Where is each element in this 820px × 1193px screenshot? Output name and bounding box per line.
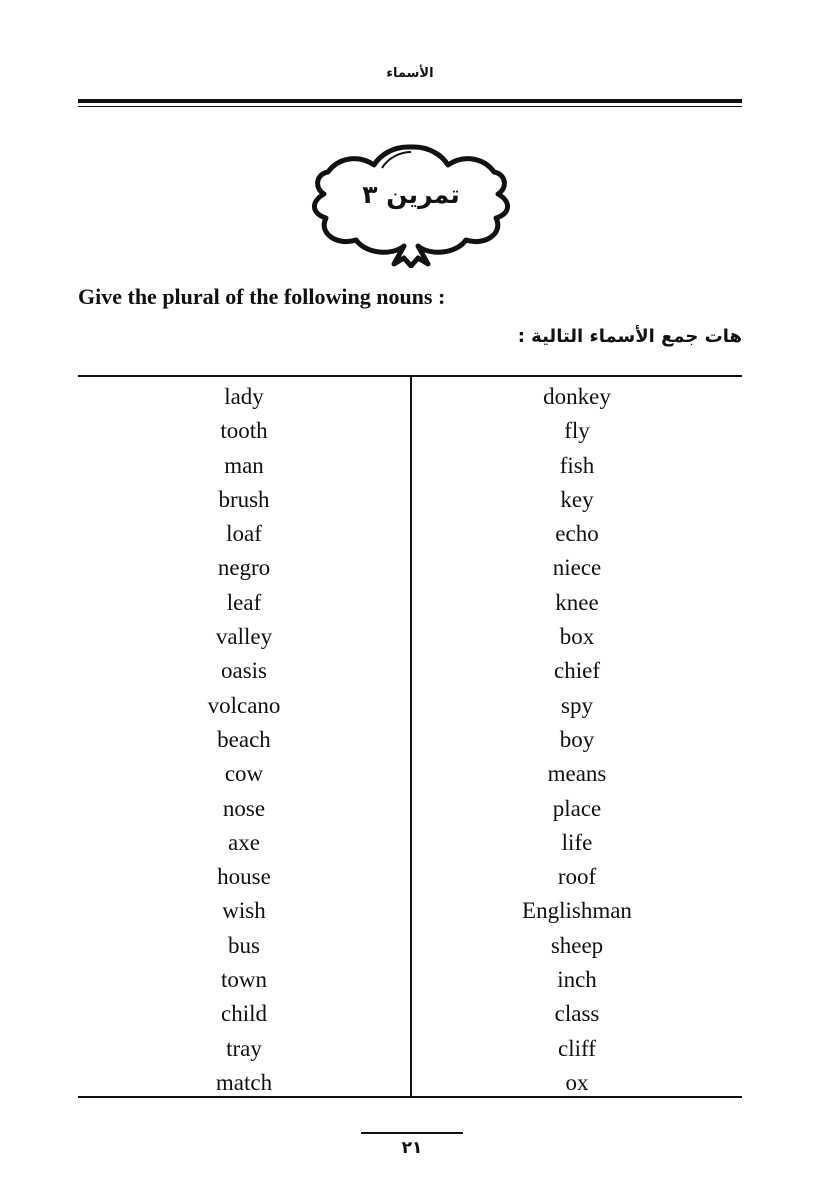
page-number: ٢١	[401, 1138, 423, 1158]
noun-item: fish	[559, 452, 595, 478]
noun-item: bus	[228, 932, 260, 958]
noun-item: chief	[554, 658, 600, 684]
noun-item: key	[560, 486, 594, 512]
noun-item: cow	[224, 761, 264, 787]
noun-item: lady	[224, 384, 264, 409]
noun-item: roof	[557, 864, 597, 890]
noun-item: donkey	[543, 384, 611, 409]
header-rule-thick	[78, 99, 742, 103]
noun-item: town	[221, 967, 267, 993]
noun-item: child	[221, 1001, 267, 1027]
instruction-english: Give the plural of the following nouns :	[78, 284, 446, 309]
instruction-arabic: هات جمع الأسماء التالية :	[517, 326, 742, 347]
noun-item: fly	[564, 418, 590, 444]
noun-item: loaf	[226, 521, 262, 547]
noun-item: class	[554, 1001, 600, 1027]
noun-item: means	[547, 761, 607, 787]
noun-item: ox	[565, 1069, 589, 1095]
noun-item: wish	[222, 898, 266, 924]
noun-item: boy	[559, 726, 595, 752]
footer-rule	[361, 1132, 463, 1134]
noun-item: echo	[555, 521, 599, 547]
noun-list-right	[412, 380, 742, 1100]
noun-item: sheep	[550, 932, 604, 958]
noun-item: spy	[561, 692, 593, 718]
noun-item: leaf	[226, 589, 262, 615]
noun-item: niece	[552, 555, 602, 581]
noun-item: brush	[218, 486, 270, 512]
noun-item: tray	[226, 1035, 262, 1061]
running-header: الأسماء	[386, 66, 434, 81]
noun-item: Englishman	[522, 898, 632, 924]
noun-item: life	[561, 829, 593, 855]
noun-item: house	[217, 864, 271, 890]
noun-item: man	[224, 452, 264, 478]
noun-item: negro	[217, 555, 271, 581]
noun-item: box	[559, 624, 595, 650]
noun-item: volcano	[207, 692, 281, 718]
noun-item: match	[215, 1069, 273, 1095]
noun-item: nose	[222, 795, 266, 821]
header-rule-thin	[78, 106, 742, 107]
noun-item: place	[552, 795, 602, 821]
noun-item: tooth	[220, 418, 268, 444]
noun-item: axe	[228, 829, 260, 855]
noun-item: cliff	[558, 1035, 596, 1061]
noun-item: inch	[557, 967, 597, 993]
noun-item: valley	[215, 624, 273, 650]
noun-list-left	[78, 380, 410, 1100]
noun-item: knee	[555, 589, 599, 615]
noun-item: oasis	[221, 658, 267, 684]
noun-item: beach	[217, 726, 271, 752]
exercise-label: تمرين ٣	[362, 180, 460, 209]
